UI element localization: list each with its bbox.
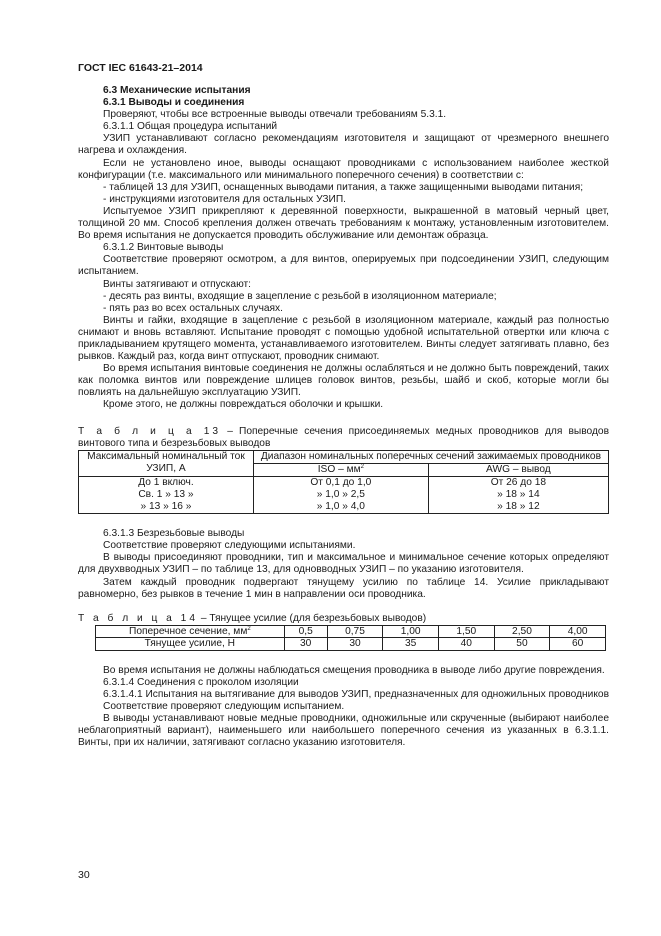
- table-cell: 0,5: [284, 625, 327, 638]
- section-heading-6-3: 6.3 Механические испытания: [103, 85, 251, 96]
- table-cell: 35: [383, 638, 439, 651]
- list-item: - инструкциями изготовителя для остальных УЗИП.: [103, 193, 346, 205]
- paragraph: Соответствие проверяют осмотром, а для винтов, оперируемых при подсоединении УЗИП, следующим испытанием.: [78, 254, 609, 278]
- paragraph: Соответствие проверяют следующим испытанием.: [103, 701, 345, 713]
- table-cell: » 18 » 12: [497, 501, 540, 513]
- list-item: - десять раз винты, входящие в зацепление с резьбой в изоляционном материале;: [103, 290, 497, 302]
- table-cell: » 1,0 » 2,5: [316, 489, 365, 500]
- page-number: 30: [78, 869, 90, 881]
- paragraph: Винты затягивают и отпускают:: [103, 278, 251, 290]
- table-13: [78, 450, 609, 514]
- subsection-heading-6-3-1-4-1: 6.3.1.4.1 Испытания на вытягивание для выводов УЗИП, предназначенных для одножильных проводников: [103, 689, 609, 701]
- table-cell: От 0,1 до 1,0: [310, 476, 372, 488]
- table-cell: 50: [494, 638, 550, 651]
- paragraph: Проверяют, чтобы все встроенные выводы отвечали требованиям 5.3.1.: [103, 109, 447, 121]
- table-13-header-iso-text: ISO – мм: [317, 463, 361, 475]
- table-14-row-label: Тянущее усилие, Н: [96, 638, 285, 651]
- table-13-header-iso-sup: 2: [360, 463, 364, 470]
- table-cell: 30: [284, 638, 327, 651]
- paragraph: Кроме этого, не должны повреждаться оболочки и крышки.: [103, 399, 384, 411]
- table-13-caption-label: Т а б л и ц а 13: [78, 425, 222, 437]
- table-cell: » 18 » 14: [497, 489, 540, 500]
- paragraph: В выводы устанавливают новые медные проводники, одножильные или скрученные (выбирают наиболее неблагоприятный вариант), наименьшего или наибольшего поперечного сечения из указанных в 6.3.1.1. Винты, при их наличии, затягивают согласно указанию изготовителя.: [78, 713, 609, 749]
- table-cell: До 1 включ.: [138, 476, 194, 488]
- table-14-row-label-sup: 2: [247, 625, 251, 632]
- table-14: [95, 625, 606, 651]
- table-cell: 0,75: [327, 625, 383, 638]
- table-cell: 1,50: [438, 625, 494, 638]
- document-header: ГОСТ IEC 61643-21–2014: [78, 62, 203, 74]
- table-cell: Св. 1 » 13 »: [138, 489, 194, 500]
- table-cell: » 13 » 16 »: [140, 501, 192, 513]
- subsection-heading-6-3-1-3: 6.3.1.3 Безрезьбовые выводы: [103, 528, 245, 540]
- section-heading-6-3-1: 6.3.1 Выводы и соединения: [103, 97, 245, 109]
- table-13-col-current: [79, 476, 254, 513]
- table-14-caption-label: Т а б л и ц а 14: [78, 612, 199, 624]
- table-13-header-awg: AWG – вывод: [428, 463, 608, 476]
- paragraph: УЗИП устанавливают согласно рекомендациям изготовителя и защищают от чрезмерного внешнего нагрева и охлаждения.: [78, 133, 609, 157]
- table-cell: От 26 до 18: [490, 476, 547, 488]
- table-13-caption-text: – Поперечные сечения присоединяемых медных проводников для выводов винтового типа и безрезьбовых выводов: [78, 425, 609, 449]
- table-cell: 1,00: [383, 625, 439, 638]
- table-14-row-label-text: Поперечное сечение, мм: [129, 625, 248, 637]
- paragraph: Испытуемое УЗИП прикрепляют к деревянной поверхности, выкрашенной в матовый черный цвет, толщиной 20 мм. Способ крепления должен отвечать требованиям к монтажу, установленным изготовителем. Во время испытания не допускается проводить обслуживание или демонтаж образца.: [78, 205, 609, 242]
- paragraph: Затем каждый проводник подвергают тянущему усилию по таблице 14. Усилие прикладывают равномерно, без рывков в течение 1 мин в направлении оси проводника.: [78, 576, 609, 600]
- list-item: - таблицей 13 для УЗИП, оснащенных выводами питания, а также защищенными выводами питания;: [103, 181, 584, 193]
- table-13-caption: [78, 426, 609, 450]
- table-cell: 40: [438, 638, 494, 651]
- subsection-heading-6-3-1-2: 6.3.1.2 Винтовые выводы: [103, 242, 224, 254]
- table-cell: 4,00: [550, 625, 606, 638]
- paragraph: В выводы присоединяют проводники, тип и максимальное и минимальное сечение которых определяют для двухвводных УЗИП – по таблице 13, для одновводных УЗИП – по указанию изготовителя.: [78, 552, 609, 576]
- list-item: - пять раз во всех остальных случаях.: [103, 302, 283, 314]
- paragraph: Винты и гайки, входящие в зацепление с резьбой в изоляционном материале, каждый раз полностью снимают и вновь вставляют. Испытание проводят с помощью удобной испытательной отвертки или ключа с прикладыванием крутящего момента, устанавливаемого изготовителем. Винты следует затягивать плавно, без рывков. Каждый раз, когда винт отпускают, проводник снимают.: [78, 314, 609, 363]
- table-13-header-range: Диапазон номинальных поперечных сечений зажимаемых проводников: [253, 450, 608, 463]
- subsection-heading-6-3-1-4: 6.3.1.4 Соединения с проколом изоляции: [103, 676, 299, 688]
- table-14-caption-text: – Тянущее усилие (для безрезьбовых выводов): [198, 612, 427, 624]
- table-cell: 60: [550, 638, 606, 651]
- page-content: [78, 85, 609, 750]
- table-14-caption: [78, 613, 609, 625]
- table-cell: 30: [327, 638, 383, 651]
- table-13-header-iso: [253, 463, 428, 476]
- subsection-heading-6-3-1-1: 6.3.1.1 Общая процедура испытаний: [103, 121, 278, 133]
- table-cell: » 1,0 » 4,0: [316, 501, 365, 513]
- table-13-header-current: Максимальный номинальный ток УЗИП, А: [79, 450, 254, 476]
- paragraph: Если не установлено иное, выводы оснащают проводниками с использованием наиболее жесткой конфигурации (т.е. максимального или минимального поперечного сечения) в соответствии с:: [78, 157, 609, 181]
- table-13-col-awg: [428, 476, 608, 513]
- paragraph: Соответствие проверяют следующими испытаниями.: [103, 540, 356, 552]
- table-cell: 2,50: [494, 625, 550, 638]
- table-13-col-iso: [253, 476, 428, 513]
- paragraph: Во время испытания не должны наблюдаться смещения проводника в выводе либо другие повреждения.: [103, 664, 605, 676]
- table-14-row-label: [96, 625, 285, 638]
- paragraph: Во время испытания винтовые соединения не должны ослабляться и не должно быть повреждений, таких как поломка винтов или повреждение шлицев головок винтов, резьбы, шайб и скоб, которые могли бы повлиять на дальнейшую эксплуатацию УЗИП.: [78, 363, 609, 399]
